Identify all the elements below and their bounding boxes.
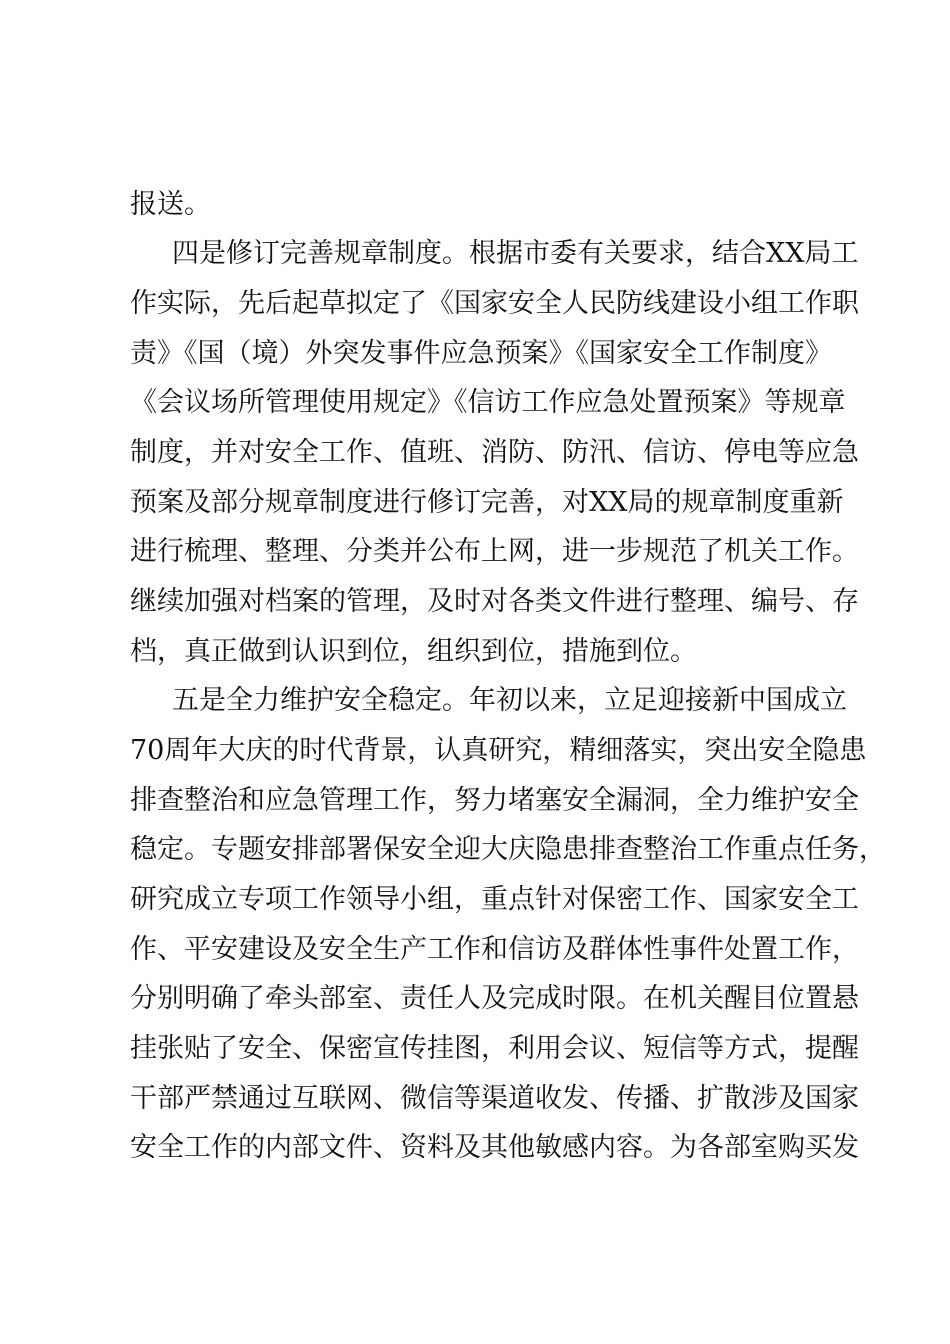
paragraph-4-first-line: 四是修订完善规章制度。根据市委有关要求，结合XX局工 — [172, 238, 859, 269]
paragraph-5-first-line: 五是全力维护安全稳定。年初以来，立足迎接新中国成立 — [172, 685, 847, 716]
text-line: 责》《国（境）外突发事件应急预案》《国家安全工作制度》 — [130, 338, 832, 369]
text-line: 制度，并对安全工作、值班、消防、防汛、信访、停电等应急 — [130, 437, 859, 468]
text-line: 70周年大庆的时代背景，认真研究，精细落实，突出安全隐患 — [130, 735, 867, 766]
text-line: 排查整治和应急管理工作，努力堵塞安全漏洞，全力维护安全 — [130, 785, 859, 816]
text-line: 档，真正做到认识到位，组织到位，措施到位。 — [130, 636, 697, 667]
text-line: 挂张贴了安全、保密宣传挂图，利用会议、短信等方式，提醒 — [130, 1033, 859, 1064]
text-line: 《会议场所管理使用规定》《信访工作应急处置预案》等规章 — [130, 387, 846, 418]
text-line: 继续加强对档案的管理，及时对各类文件进行整理、编号、存 — [130, 586, 859, 617]
text-line: 分别明确了牵头部室、责任人及完成时限。在机关醒目位置悬 — [130, 983, 859, 1014]
text-line: 稳定。专题安排部署保安全迎大庆隐患排查整治工作重点任务， — [130, 834, 886, 865]
text-line: 作、平安建设及安全生产工作和信访及群体性事件处置工作， — [130, 934, 859, 965]
text-line: 干部严禁通过互联网、微信等渠道收发、传播、扩散涉及国家 — [130, 1083, 859, 1114]
text-line: 研究成立专项工作领导小组，重点针对保密工作、国家安全工 — [130, 884, 859, 915]
text-line: 进行梳理、整理、分类并公布上网，进一步规范了机关工作。 — [130, 536, 859, 567]
text-line: 报送。 — [130, 189, 211, 220]
text-line: 预案及部分规章制度进行修订完善，对XX局的规章制度重新 — [130, 487, 844, 518]
text-line: 作实际，先后起草拟定了《国家安全人民防线建设小组工作职 — [130, 288, 859, 319]
text-line: 安全工作的内部文件、资料及其他敏感内容。为各部室购买发 — [130, 1132, 859, 1163]
